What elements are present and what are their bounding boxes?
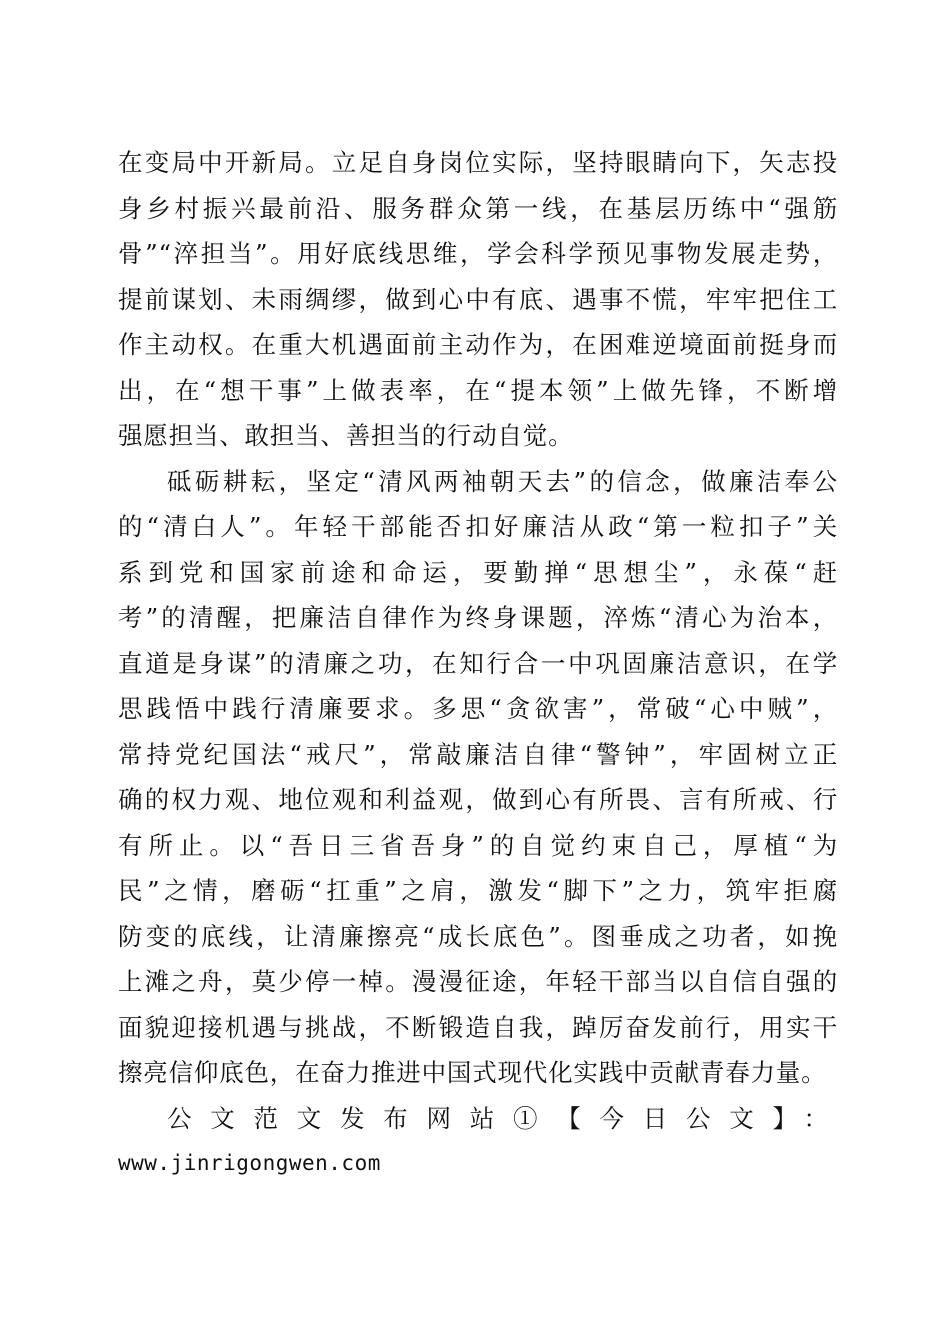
text-line: 面貌迎接机遇与挑战，不断锻造自我，踔厉奋发前行，用实干 [118, 1012, 838, 1042]
text-line: 上滩之舟，莫少停一棹。漫漫征途，年轻干部当以自信自强的 [118, 967, 838, 996]
text-line: 强愿担当、敢担当、善担当的行动自觉。 [118, 421, 574, 450]
text-line: 思践悟中践行清廉要求。多思“贪欲害”，常破“心中贼”， [118, 694, 838, 723]
paragraph-1 [118, 140, 838, 459]
text-line: 民”之情，磨砺“扛重”之肩，激发“脚下”之力，筑牢拒腐 [118, 876, 838, 905]
text-line: 考”的清醒，把廉洁自律作为终身课题，淬炼“清心为治本， [118, 603, 838, 632]
text-line: 在变局中开新局。立足自身岗位实际，坚持眼睛向下，矢志投 [118, 148, 838, 177]
text-line: 出，在“想干事”上做表率，在“提本领”上做先锋，不断增 [118, 375, 838, 405]
text-line: 系到党和国家前途和命运，要勤掸“思想尘”，永葆“赶 [118, 557, 838, 587]
footer [118, 1096, 838, 1187]
footer-url-link[interactable]: www.jinrigongwen.com [118, 1151, 381, 1175]
document-body [118, 140, 838, 1187]
footer-label: 公文范文发布网站①【今日公文】： [167, 1103, 838, 1133]
paragraph-2 [118, 459, 838, 1096]
text-line: 直道是身谋”的清廉之功，在知行合一中巩固廉洁意识，在学 [118, 648, 838, 678]
text-line: 砥砺耕耘，坚定“清风两袖朝天去”的信念，做廉洁奉公 [167, 466, 838, 496]
text-line: 有所止。以“吾日三省吾身”的自觉约束自己，厚植“为 [118, 830, 838, 860]
text-line: 提前谋划、未雨绸缪，做到心中有底、遇事不慌，牢牢把住工 [118, 284, 838, 314]
text-line: 确的权力观、地位观和利益观，做到心有所畏、言有所戒、行 [118, 785, 838, 814]
text-line: 的“清白人”。年轻干部能否扣好廉洁从政“第一粒扣子”关 [118, 512, 838, 541]
text-line: 作主动权。在重大机遇面前主动作为，在困难逆境面前挺身而 [118, 330, 838, 359]
text-line: 身乡村振兴最前沿、服务群众第一线，在基层历练中“强筋 [118, 193, 838, 223]
text-line: 常持党纪国法“戒尺”，常敲廉洁自律“警钟”，牢固树立正 [118, 739, 838, 769]
text-line: 擦亮信仰底色，在奋力推进中国式现代化实践中贡献青春力量。 [118, 1058, 827, 1087]
text-line: 防变的底线，让清廉擦亮“成长底色”。图垂成之功者，如挽 [118, 921, 838, 951]
text-line: 骨”“淬担当”。用好底线思维，学会科学预见事物发展走势， [118, 239, 838, 268]
